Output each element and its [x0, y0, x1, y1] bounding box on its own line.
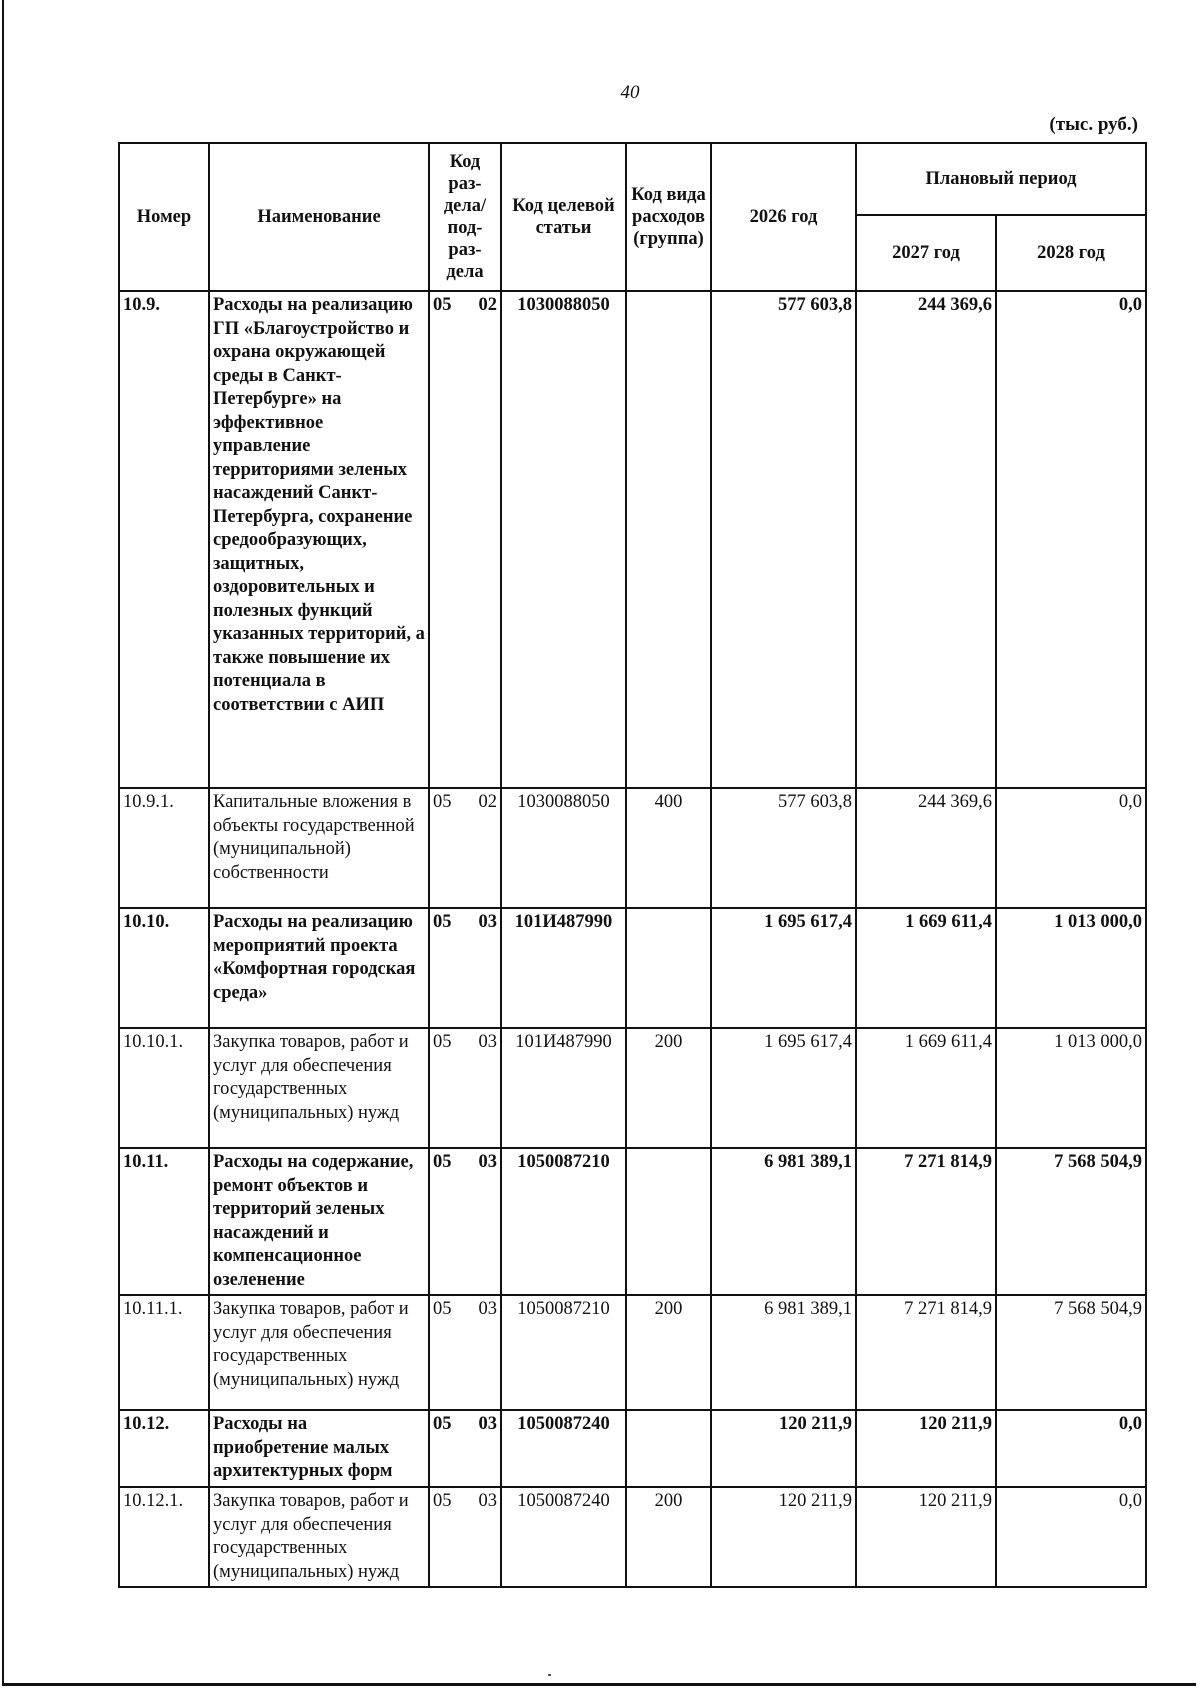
table-row [119, 1410, 1146, 1487]
row-expense-type [626, 1410, 711, 1487]
row-name: Закупка товаров, работ и услуг для обеспечения государственных (муниципальных) нужд [209, 1487, 429, 1587]
header-target-code: Код целевой статьи [501, 143, 626, 291]
table-row [119, 908, 1146, 1028]
row-name: Расходы на реализацию ГП «Благоустройство и охрана окружающей среды в Санкт-Петербурге» на эффективное управление территориями зеленых насаждений Санкт-Петербурга, сохранение средообразующих, защитных, оздоровительных и полезных функций указанных территорий, а также повышение их потенциала в соответствии с АИП [209, 291, 429, 788]
row-amount-2027: 120 211,9 [856, 1487, 996, 1587]
row-target-code: 101И487990 [501, 1028, 626, 1148]
section-code: 05 [433, 1491, 452, 1511]
subsection-code: 03 [478, 1032, 497, 1052]
row-expense-type: 400 [626, 788, 711, 908]
row-amount-2028: 1 013 000,0 [996, 1028, 1146, 1148]
row-amount-2028: 0,0 [996, 291, 1146, 788]
table-row [119, 1148, 1146, 1295]
table-body [119, 291, 1146, 1587]
row-expense-type: 200 [626, 1028, 711, 1148]
row-number: 10.10.1. [119, 1028, 209, 1148]
row-amount-2027: 7 271 814,9 [856, 1148, 996, 1295]
table-row [119, 788, 1146, 908]
row-target-code: 1030088050 [501, 788, 626, 908]
row-amount-2027: 120 211,9 [856, 1410, 996, 1487]
section-code: 05 [433, 295, 452, 315]
row-name: Закупка товаров, работ и услуг для обеспечения государственных (муниципальных) нужд [209, 1028, 429, 1148]
header-year-2026: 2026 год [711, 143, 856, 291]
subsection-code: 03 [478, 1491, 497, 1511]
header-row-1 [119, 143, 1146, 215]
row-amount-2026: 120 211,9 [711, 1410, 856, 1487]
row-target-code: 1030088050 [501, 291, 626, 788]
section-code-pair [433, 791, 497, 815]
section-code: 05 [433, 1414, 452, 1434]
section-code: 05 [433, 1152, 452, 1172]
header-year-2027: 2027 год [856, 215, 996, 291]
row-name: Расходы на приобретение малых архитектурных форм [209, 1410, 429, 1487]
section-code-pair [433, 1490, 497, 1514]
row-expense-type [626, 1148, 711, 1295]
row-amount-2026: 6 981 389,1 [711, 1295, 856, 1410]
section-code-pair [433, 1298, 497, 1322]
row-section-code [429, 1410, 501, 1487]
section-code: 05 [433, 912, 452, 932]
subsection-code: 03 [478, 1414, 497, 1434]
row-number: 10.9.1. [119, 788, 209, 908]
section-code: 05 [433, 1032, 452, 1052]
row-name: Закупка товаров, работ и услуг для обеспечения государственных (муниципальных) нужд [209, 1295, 429, 1410]
header-number: Номер [119, 143, 209, 291]
row-number: 10.10. [119, 908, 209, 1028]
scan-artifact [548, 1674, 551, 1676]
header-section-code: Код раз-дела/ под-раз-дела [429, 143, 501, 291]
section-code-pair [433, 1151, 497, 1175]
row-section-code [429, 788, 501, 908]
table-row [119, 1487, 1146, 1587]
row-expense-type [626, 908, 711, 1028]
row-amount-2028: 1 013 000,0 [996, 908, 1146, 1028]
row-target-code: 1050087210 [501, 1148, 626, 1295]
subsection-code: 02 [478, 295, 497, 315]
row-amount-2026: 120 211,9 [711, 1487, 856, 1587]
section-code-pair [433, 1413, 497, 1437]
row-name: Расходы на содержание, ремонт объектов и территорий зеленых насаждений и компенсационное озеленение [209, 1148, 429, 1295]
table-row [119, 1028, 1146, 1148]
row-amount-2026: 1 695 617,4 [711, 1028, 856, 1148]
row-amount-2027: 7 271 814,9 [856, 1295, 996, 1410]
row-amount-2026: 1 695 617,4 [711, 908, 856, 1028]
table-row [119, 1295, 1146, 1410]
section-code: 05 [433, 792, 452, 812]
row-section-code [429, 1487, 501, 1587]
row-amount-2027: 244 369,6 [856, 291, 996, 788]
row-section-code [429, 908, 501, 1028]
row-section-code [429, 1295, 501, 1410]
subsection-code: 03 [478, 912, 497, 932]
section-code: 05 [433, 1299, 452, 1319]
row-section-code [429, 291, 501, 788]
row-target-code: 1050087210 [501, 1295, 626, 1410]
row-amount-2026: 577 603,8 [711, 788, 856, 908]
section-code-pair [433, 294, 497, 318]
row-amount-2028: 7 568 504,9 [996, 1295, 1146, 1410]
row-target-code: 101И487990 [501, 908, 626, 1028]
units-label: (тыс. руб.) [1049, 114, 1138, 135]
row-name: Расходы на реализацию мероприятий проекта «Комфортная городская среда» [209, 908, 429, 1028]
row-amount-2027: 1 669 611,4 [856, 908, 996, 1028]
header-expense-type: Код вида расходов (группа) [626, 143, 711, 291]
row-amount-2027: 244 369,6 [856, 788, 996, 908]
row-amount-2026: 6 981 389,1 [711, 1148, 856, 1295]
row-number: 10.12.1. [119, 1487, 209, 1587]
row-expense-type: 200 [626, 1295, 711, 1410]
table-row [119, 291, 1146, 788]
row-amount-2028: 0,0 [996, 1487, 1146, 1587]
row-amount-2028: 7 568 504,9 [996, 1148, 1146, 1295]
subsection-code: 03 [478, 1299, 497, 1319]
row-amount-2026: 577 603,8 [711, 291, 856, 788]
row-number: 10.12. [119, 1410, 209, 1487]
row-target-code: 1050087240 [501, 1487, 626, 1587]
header-year-2028: 2028 год [996, 215, 1146, 291]
row-section-code [429, 1028, 501, 1148]
row-amount-2027: 1 669 611,4 [856, 1028, 996, 1148]
row-amount-2028: 0,0 [996, 788, 1146, 908]
row-number: 10.11. [119, 1148, 209, 1295]
subsection-code: 02 [478, 792, 497, 812]
row-number: 10.9. [119, 291, 209, 788]
section-code-pair [433, 1031, 497, 1055]
budget-table [118, 142, 1147, 1588]
row-amount-2028: 0,0 [996, 1410, 1146, 1487]
header-name: Наименование [209, 143, 429, 291]
row-name: Капитальные вложения в объекты государственной (муниципальной) собственности [209, 788, 429, 908]
page-number: 40 [620, 82, 640, 103]
row-section-code [429, 1148, 501, 1295]
row-expense-type: 200 [626, 1487, 711, 1587]
row-number: 10.11.1. [119, 1295, 209, 1410]
row-target-code: 1050087240 [501, 1410, 626, 1487]
subsection-code: 03 [478, 1152, 497, 1172]
row-expense-type [626, 291, 711, 788]
section-code-pair [433, 911, 497, 935]
header-planned-period: Плановый период [856, 143, 1146, 215]
